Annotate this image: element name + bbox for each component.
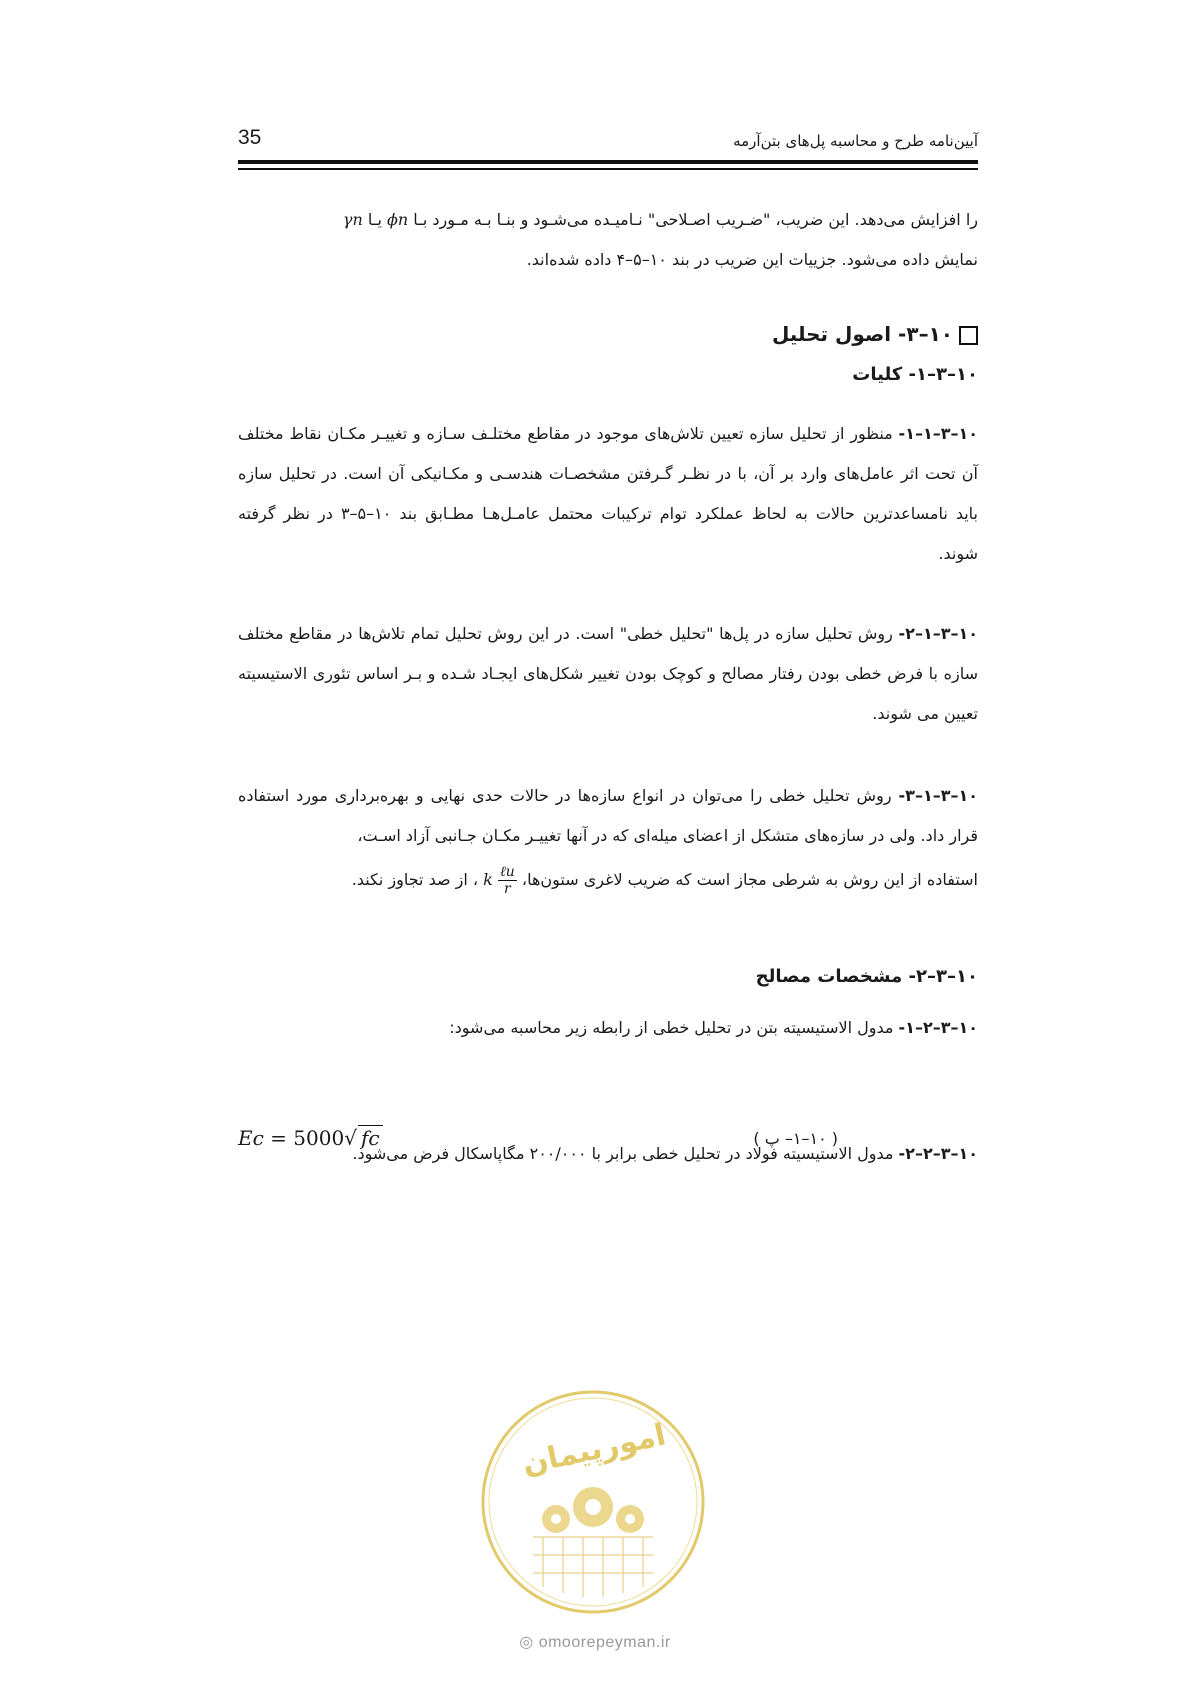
- page-header: [238, 118, 978, 174]
- clause-text: مدول الاستیسیته بتن در تحلیل خطی از رابطه زیر محاسبه می‌شود:: [449, 1018, 899, 1037]
- clause-last-line-b: ، از صد تجاوز نکند.: [351, 870, 484, 889]
- paragraph-10-3-1-1: [238, 414, 978, 574]
- square-bullet-icon: [959, 326, 978, 345]
- clause-number: ۱۰–۳–۱–۲-: [898, 624, 978, 643]
- header-rule-thin: [238, 168, 978, 170]
- page-number: 35: [238, 126, 262, 149]
- clause-text: روش تحلیل خطی را می‌توان در انواع سازه‌ها در حالات حدی نهایی و بهره‌برداری مورد استفاده قرار داد. ولی در سازه‌های متشکل از اعضای میله‌ای که در آنها تغییـر مکـان جـانبی آزاد اسـت،: [238, 786, 978, 845]
- fraction-numerator: ℓu: [499, 864, 515, 880]
- formula-radicand: fc: [358, 1125, 383, 1150]
- clause-last-line-a: استفاده از این روش به شرطی مجاز است که ضریب لاغری ستون‌ها،: [516, 870, 978, 889]
- formula-equals: = 5000: [263, 1126, 345, 1150]
- fraction-denominator: r: [504, 881, 511, 897]
- clause-number: ۱۰–۳–۱–۱-: [898, 424, 978, 443]
- subsection-number: ۱۰–۳–۱-: [908, 364, 978, 385]
- slenderness-fraction: [498, 864, 517, 897]
- k-symbol: k: [483, 870, 493, 889]
- gamma-n-symbol: γn: [342, 210, 363, 229]
- clause-number: ۱۰–۳–۲–۱-: [898, 1018, 978, 1037]
- slenderness-formula: [483, 856, 517, 904]
- section-number: ۱۰–۳-: [898, 322, 953, 346]
- subsection-number: ۱۰–۳–۲-: [908, 966, 978, 987]
- clause-number: ۱۰–۳–۲–۲-: [898, 1144, 978, 1163]
- intro-line1-text: را افزایش می‌دهد. این ضریب، "ضـریب اصـلاحی" نـامیـده می‌شـود و بنـا بـه مـورد بـا: [408, 210, 978, 229]
- watermark-logo-text: امورپیمان: [519, 1417, 669, 1482]
- section-heading-10-3: [238, 322, 978, 346]
- subsection-title: کلیات: [852, 364, 909, 385]
- header-rule-thick: [238, 160, 978, 164]
- sqrt-icon: √: [344, 1126, 357, 1150]
- intro-line2: نمایش داده می‌شود. جزییات این ضریب در بند ۱۰–۵–۴ داده شده‌اند.: [526, 250, 978, 269]
- phi-n-symbol: ϕn: [386, 210, 409, 229]
- clause-text: روش تحلیل سازه در پل‌ها "تحلیل خطی" است. در این روش تحلیل تمام تلاش‌ها در مقاطع مختلف سازه با فرض خطی بودن رفتار مصالح و کوچک بودن تغییر شکل‌های ایجـاد شـده و بـر اساس تئوری الاستیسیته تعیین می شوند.: [238, 624, 978, 723]
- equation-number: ( ۱۰–۱– پ ): [753, 1129, 838, 1148]
- paragraph-10-3-1-3: [238, 776, 978, 904]
- clause-text: منظور از تحلیل سازه تعیین تلاش‌های موجود در مقاطع مختلـف سـازه و تغییـر مکـان نقاط مختلف آن تحت اثر عامل‌های وارد بر آن، با در نظـر گـرفتن مشخصـات هندسـی و مکـانیکی آن است. در تحلیل سازه باید نامساعدترین حالات به لحاظ عملکرد توام ترکیبات محتمل عامـل‌هـا مطـابق بند ۱۰–۵–۳ در نظر گرفته شوند.: [238, 424, 979, 563]
- intro-paragraph: [238, 200, 978, 280]
- formula-lhs: Ec: [238, 1126, 264, 1150]
- subsection-heading-10-3-2: [238, 966, 978, 987]
- subsection-heading-10-3-1: [238, 364, 978, 385]
- paragraph-10-3-2-2: [238, 1134, 978, 1174]
- clause-number: ۱۰–۳–۱–۳-: [898, 786, 978, 805]
- section-title: اصول تحلیل: [771, 322, 899, 346]
- subsection-title: مشخصات مصالح: [755, 966, 909, 987]
- clause-text: مدول الاستیسیته فولاد در تحلیل خطی برابر با ۲۰۰/۰۰۰ مگاپاسکال فرض می‌شود.: [352, 1144, 899, 1163]
- paragraph-10-3-2-1: [238, 1008, 978, 1048]
- running-title: آیین‌نامه طرح و محاسبه پل‌های بتن‌آرمه: [733, 132, 978, 150]
- paragraph-10-3-1-2: [238, 614, 978, 734]
- watermark-seal-icon: [478, 1387, 708, 1617]
- intro-or-word: یـا: [362, 210, 387, 229]
- watermark-url: ◎ omoorepeyman.ir: [519, 1634, 671, 1651]
